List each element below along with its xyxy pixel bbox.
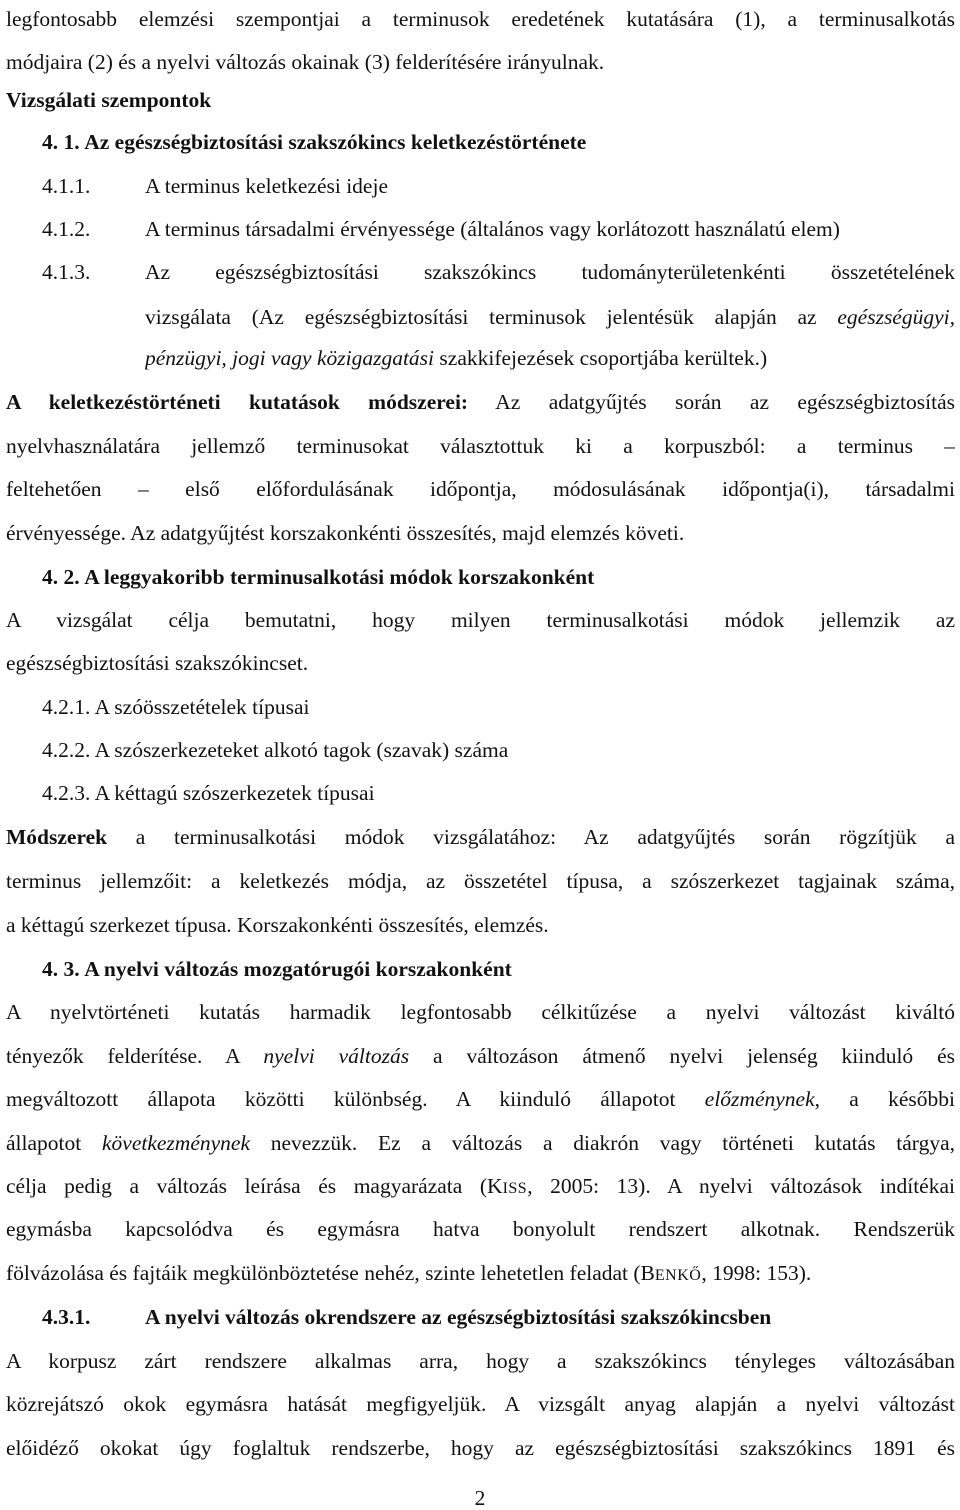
- text-run: állapotot: [6, 1131, 102, 1155]
- author-smallcaps: ISS: [502, 1180, 528, 1197]
- paragraph-line: feltehetően – első előfordulásának időpontja, módosulásának időpontja(i), társadalmi: [6, 477, 955, 501]
- item-text: A terminus társadalmi érvényessége (általános vagy korlátozott használatú elem): [145, 217, 840, 241]
- list-item: 4.2.1. A szóösszetételek típusai: [42, 695, 310, 719]
- text-run: célja pedig a változás leírása és magyarázata (K: [6, 1174, 503, 1198]
- section-number: 4. 3.: [42, 957, 80, 981]
- list-item: [42, 171, 955, 201]
- section-heading-4-1: [42, 127, 955, 157]
- text-run: , 1998: 153).: [701, 1261, 812, 1285]
- italic-term: következménynek: [101, 1131, 250, 1155]
- list-item: 4.2.2. A szószerkezeteket alkotó tagok (szavak) száma: [42, 738, 509, 762]
- list-item: [42, 214, 955, 244]
- section-heading-4-3: [42, 954, 955, 984]
- text-run: a terminusalkotási módok vizsgálatához: Az adatgyűjtés során rögzítjük a: [107, 825, 955, 849]
- paragraph-line: terminus jellemzőit: a keletkezés módja, az összetétel típusa, a szószerkezet tagjainak száma,: [6, 869, 955, 893]
- text-run: , a későbbi: [814, 1087, 955, 1111]
- text-run: tényezők felderítése. A: [6, 1044, 264, 1068]
- paragraph-line: előidéző okokat úgy foglaltuk rendszerbe, hogy az egészségbiztosítási szakszókincs 1891 és: [6, 1436, 955, 1460]
- italic-term: egészségügyi,: [837, 305, 955, 329]
- paragraph-line: közrejátszó okok egymásra hatását megfigyeljük. A vizsgált anyag alapján a nyelvi változást: [6, 1392, 955, 1416]
- paragraph-line: [6, 1171, 955, 1201]
- paragraph-line: [6, 1084, 955, 1114]
- text-run: fölvázolása és fajtáik megkülönböztetése nehéz, szinte lehetetlen feladat (B: [6, 1261, 655, 1285]
- paragraph-line: módjaira (2) és a nyelvi változás okainak (3) felderítésére irányulnak.: [6, 50, 605, 74]
- italic-term: pénzügyi, jogi vagy közigazgatási: [145, 346, 435, 370]
- section-heading-4-3-1: [42, 1302, 955, 1332]
- paragraph-line: a kéttagú szerkezet típusa. Korszakonkénti összesítés, elemzés.: [6, 913, 549, 937]
- paragraph-line: A vizsgálat célja bemutatni, hogy milyen terminusalkotási módok jellemzik az: [6, 608, 955, 632]
- paragraph-line: A nyelvtörténeti kutatás harmadik legfontosabb célkitűzése a nyelvi változást kiváltó: [6, 1000, 955, 1024]
- text-run: , 2005: 13). A nyelvi változások indítékai: [527, 1174, 955, 1198]
- italic-term: nyelvi változás: [263, 1044, 410, 1068]
- section-title: A nyelvi változás okrendszere az egészségbiztosítási szakszókincsben: [145, 1305, 772, 1329]
- paragraph-line: egészségbiztosítási szakszókincset.: [6, 651, 309, 675]
- section-title: A leggyakoribb terminusalkotási módok korszakonként: [84, 565, 595, 589]
- author-smallcaps: ENKŐ: [654, 1267, 702, 1284]
- text-run: Az adatgyűjtés során az egészségbiztosítás: [468, 390, 955, 414]
- paragraph-line: nyelvhasználatára jellemző terminusokat választottuk ki a korpuszból: a terminus –: [6, 434, 955, 458]
- paragraph-line: legfontosabb elemzési szempontjai a terminusok eredetének kutatására (1), a terminusalkotás: [6, 7, 955, 31]
- bold-label: Módszerek: [6, 825, 108, 849]
- section-number: 4. 1.: [42, 130, 80, 154]
- paragraph-line: érvényessége. Az adatgyűjtést korszakonkénti összesítés, majd elemzés követi.: [6, 521, 685, 545]
- paragraph-line: [145, 302, 955, 332]
- text-run: a változáson átmenő nyelvi jelenség kiinduló és: [409, 1044, 955, 1068]
- paragraph-line: [6, 1258, 955, 1288]
- item-number: 4.1.3.: [42, 260, 91, 284]
- section-number: 4.3.1.: [42, 1305, 91, 1329]
- text-run: szakkifejezések csoportjába kerültek.): [434, 346, 768, 370]
- section-title: Az egészségbiztosítási szakszókincs keletkezéstörténete: [84, 130, 587, 154]
- paragraph-line: [6, 1041, 955, 1071]
- section-heading: Vizsgálati szempontok: [6, 88, 212, 112]
- item-number: 4.1.1.: [42, 174, 91, 198]
- paragraph-line: [6, 822, 955, 852]
- paragraph-line: egymásba kapcsolódva és egymásra hatva bonyolult rendszert alkotnak. Rendszerük: [6, 1217, 955, 1241]
- text-run: nevezzük. Ez a változás a diakrón vagy történeti kutatás tárgya,: [250, 1131, 955, 1155]
- item-text: A terminus keletkezési ideje: [145, 174, 388, 198]
- paragraph-line: [6, 387, 955, 417]
- paragraph-line: [6, 1128, 955, 1158]
- item-number: 4.1.2.: [42, 217, 91, 241]
- text-run: megváltozott állapota közötti különbség. A kiinduló állapotot: [6, 1087, 705, 1111]
- paragraph-line: [145, 343, 955, 373]
- paragraph-line: Az egészségbiztosítási szakszókincs tudományterületenkénti összetételének: [145, 260, 955, 284]
- paragraph-line: A korpusz zárt rendszere alkalmas arra, hogy a szakszókincs tényleges változásában: [6, 1349, 955, 1373]
- section-heading-4-2: [42, 562, 955, 592]
- section-number: 4. 2.: [42, 565, 80, 589]
- section-title: A nyelvi változás mozgatórugói korszakonként: [84, 957, 512, 981]
- bold-label: A keletkezéstörténeti kutatások módszerei:: [6, 390, 469, 414]
- italic-term: előzménynek: [704, 1087, 815, 1111]
- text-run: vizsgálata (Az egészségbiztosítási terminusok jelentésük alapján az: [145, 305, 838, 329]
- page-number: 2: [474, 1486, 486, 1510]
- list-item: 4.2.3. A kéttagú szószerkezetek típusai: [42, 781, 375, 805]
